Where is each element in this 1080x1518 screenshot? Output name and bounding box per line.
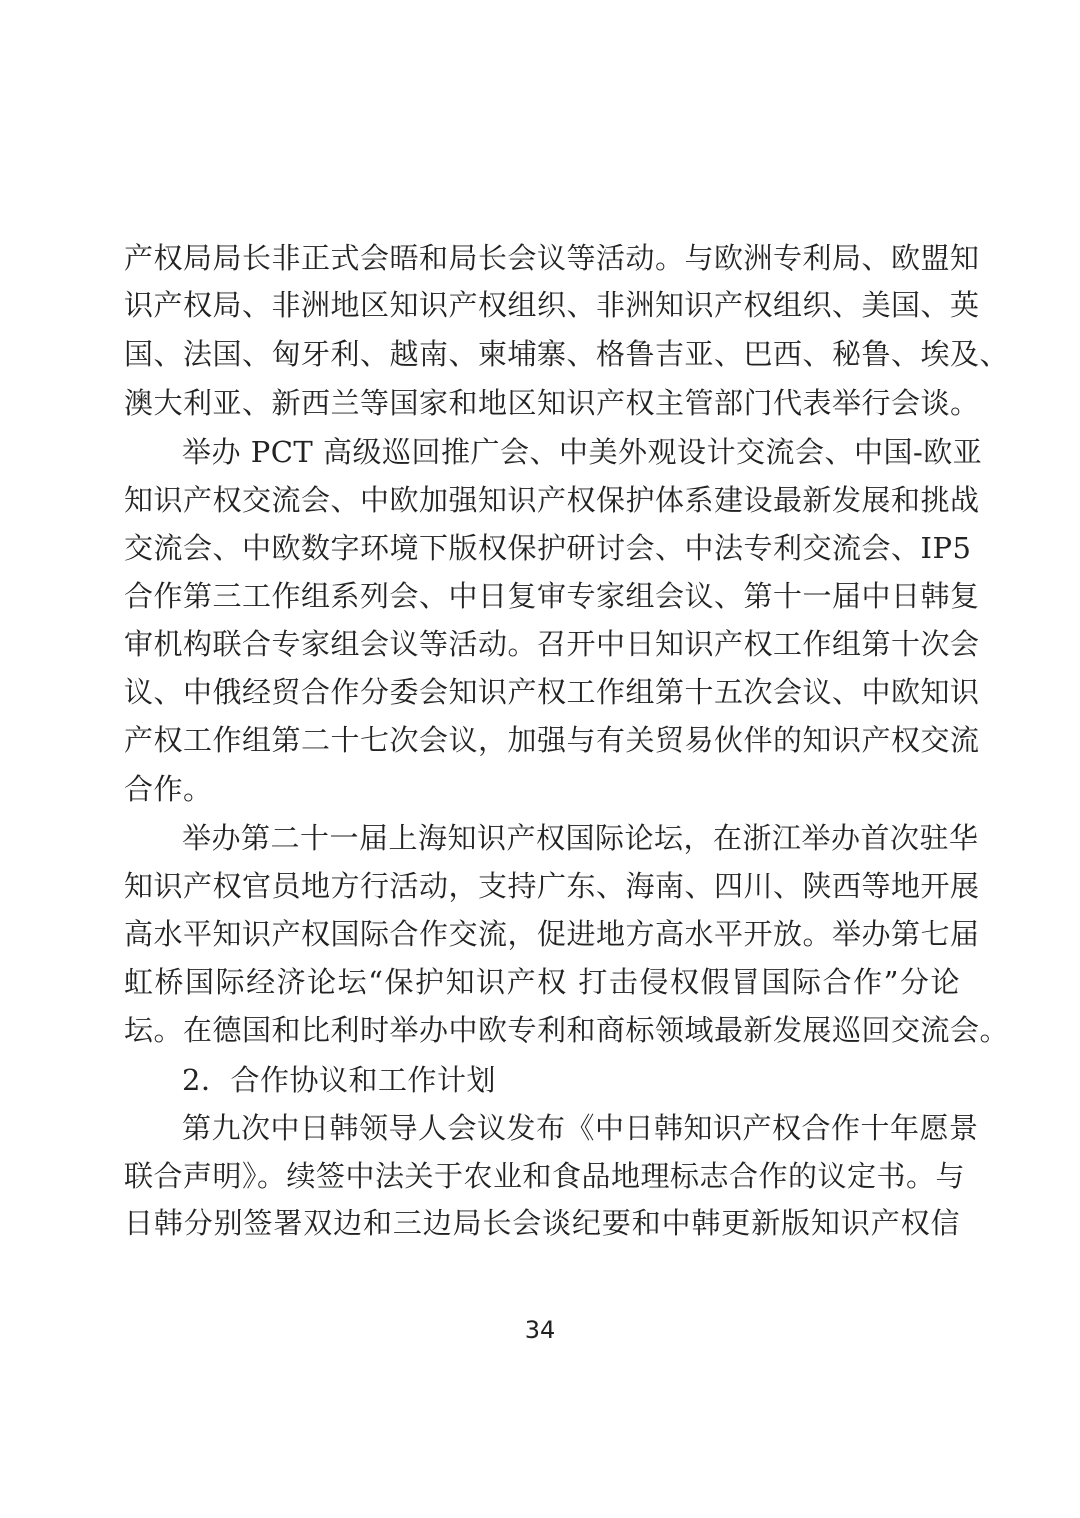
text-line: 交流会、中欧数字环境下版权保护研讨会、中法专利交流会、IP5 — [124, 531, 972, 565]
page-number: 34 — [524, 1316, 556, 1344]
text-line: 议、中俄经贸合作分委会知识产权工作组第十五次会议、中欧知识 — [124, 675, 980, 709]
text-line: 国、法国、匈牙利、越南、柬埔寨、格鲁吉亚、巴西、秘鲁、埃及、 — [124, 337, 1010, 371]
text-line: 审机构联合专家组会议等活动。召开中日知识产权工作组第十次会 — [124, 627, 980, 661]
text-line: 澳大利亚、新西兰等国家和地区知识产权主管部门代表举行会谈。 — [124, 386, 980, 420]
text-line: 高水平知识产权国际合作交流，促进地方高水平开放。举办第七届 — [124, 917, 980, 951]
text-line: 日韩分别签署双边和三边局长会谈纪要和中韩更新版知识产权信 — [124, 1206, 960, 1240]
section-heading: 2．合作协议和工作计划 — [182, 1063, 496, 1097]
paragraph-start-line: 举办 PCT 高级巡回推广会、中美外观设计交流会、中国-欧亚 — [182, 435, 983, 469]
text-line: 虹桥国际经济论坛“保护知识产权 打击侵权假冒国际合作”分论 — [124, 965, 960, 999]
text-line: 识产权局、非洲地区知识产权组织、非洲知识产权组织、美国、英 — [124, 288, 980, 322]
text-line: 坛。在德国和比利时举办中欧专利和商标领域最新发展巡回交流会。 — [124, 1013, 1010, 1047]
text-line: 合作。 — [124, 772, 213, 806]
text-line: 产权局局长非正式会晤和局长会议等活动。与欧洲专利局、欧盟知 — [124, 241, 980, 275]
paragraph-start-line: 第九次中日韩领导人会议发布《中日韩知识产权合作十年愿景 — [182, 1111, 979, 1145]
text-line: 知识产权官员地方行活动，支持广东、海南、四川、陕西等地开展 — [124, 869, 980, 903]
text-line: 联合声明》。续签中法关于农业和食品地理标志合作的议定书。与 — [124, 1159, 966, 1193]
paragraph-start-line: 举办第二十一届上海知识产权国际论坛，在浙江举办首次驻华 — [182, 821, 979, 855]
text-line: 合作第三工作组系列会、中日复审专家组会议、第十一届中日韩复 — [124, 579, 980, 613]
text-line: 产权工作组第二十七次会议，加强与有关贸易伙伴的知识产权交流 — [124, 723, 980, 757]
text-line: 知识产权交流会、中欧加强知识产权保护体系建设最新发展和挑战 — [124, 483, 980, 517]
